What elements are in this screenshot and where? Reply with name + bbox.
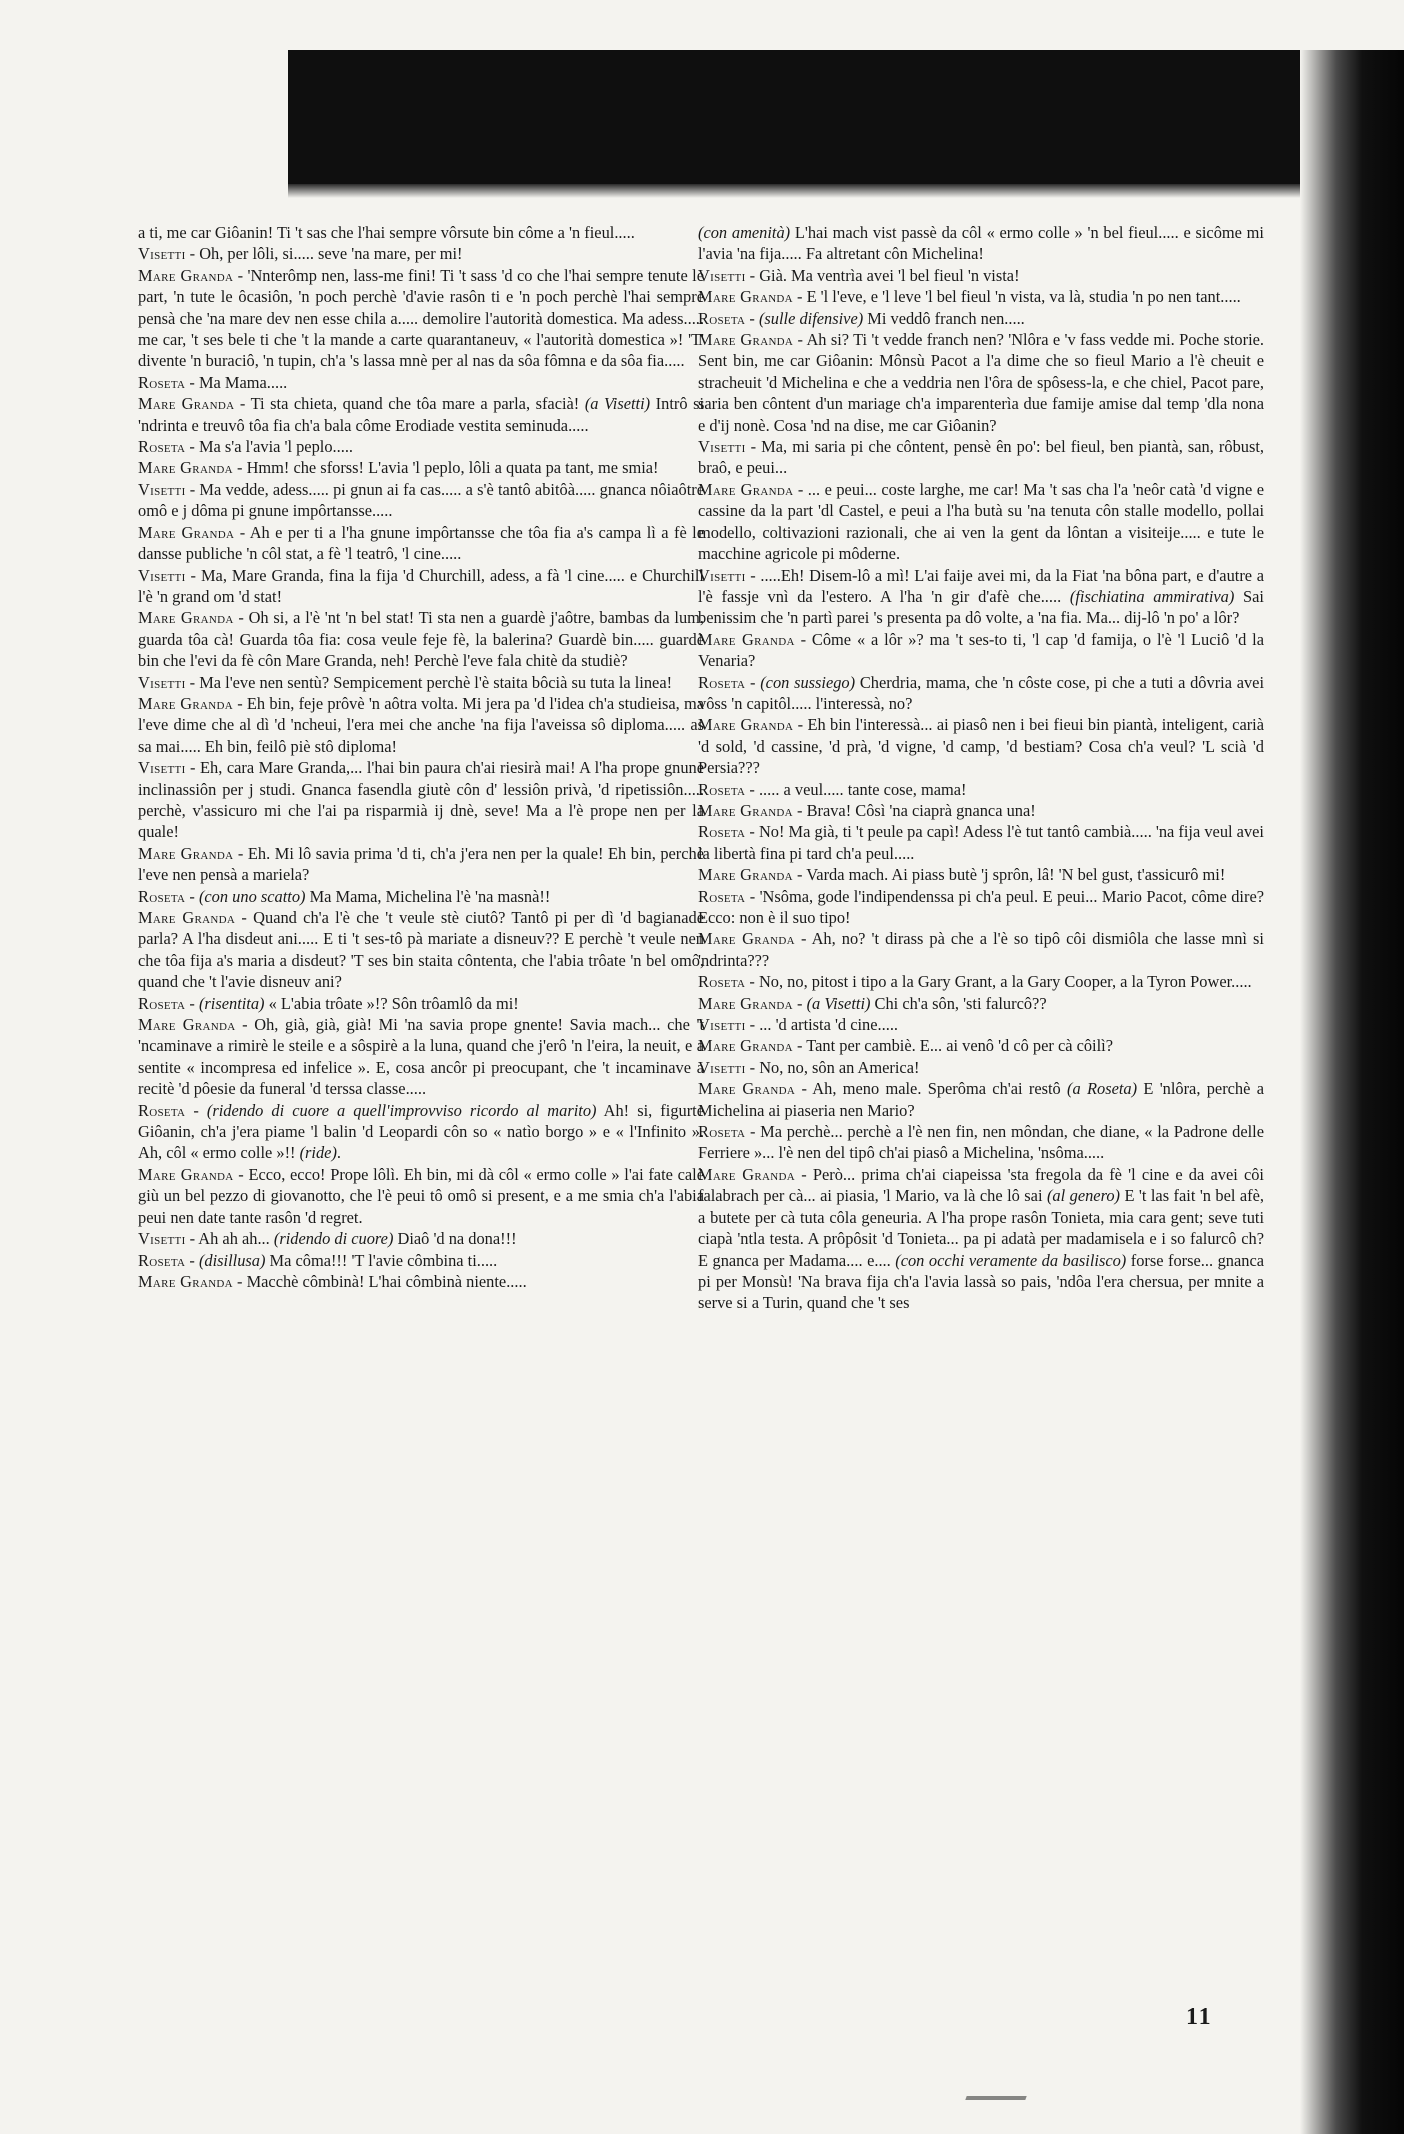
speaker-name: Mare Granda: [138, 1015, 236, 1035]
speaker-name: Mare Granda: [698, 1036, 793, 1056]
dialogue-text: - Oh, già, già, già! Mi 'na savia prope gnente! Savia mach... che 't 'ncaminave a rimirè le steile e a sôspirè a la luna, quand che j'erô 'n l'eira, la neuit, e a sentite « incompresa ed infelice ». E, cosa ancôr pi preocupant, che 't incaminave a recitè 'd pôesie da funeral 'd terssa classe.....: [138, 1015, 705, 1099]
speaker-name: Visetti: [138, 758, 186, 778]
page-number: 11: [1186, 2004, 1213, 2030]
dialogue-paragraph: [698, 308, 1264, 329]
dialogue-text: Chi ch'a sôn, 'sti falurcô??: [870, 993, 1047, 1013]
speaker-name: Mare Granda: [138, 908, 236, 927]
dialogue-paragraph: [138, 1164, 704, 1228]
dialogue-text: L'hai mach vist passè da côl « ermo colle » 'n bel fieul..... e sicôme mi l'avia 'na fija..... Fa altretant côn Michelina!: [698, 223, 1264, 264]
stage-direction: (fischiatina ammirativa): [1069, 586, 1235, 606]
dialogue-text: - Ti sta chieta, quand che tôa mare a parla, sfacià!: [234, 394, 585, 414]
dialogue-text: forse forse... gnanca pi per Monsù! 'Na brava fija ch'a l'avia lassà so pais, 'ndôa l'era chersua, per mnite a serve si a Turin, quand che 't ses: [698, 1250, 1264, 1313]
dialogue-paragraph: [698, 286, 1264, 307]
dialogue-paragraph: [698, 1121, 1264, 1164]
dialogue-text: - Ah, no? 't dirass pà che a l'è so tipô côi dismiôla che lasse mnì si 'ndrinta???: [698, 929, 1264, 970]
speaker-name: Mare Granda: [698, 800, 793, 820]
dialogue-text: - Ma perchè... perchè a l'è nen fin, nen môndan, che diane, « la Padrone delle Ferriere »... l'è nen del tipô ch'ai piasô a Michelina, 'nsôma.....: [698, 1122, 1264, 1163]
dialogue-text: -: [185, 1100, 207, 1120]
dialogue-text: - Oh, per lôli, si..... seve 'na mare, per mi!: [185, 244, 463, 264]
speaker-name: Roseta: [698, 308, 746, 328]
dialogue-text: - Eh. Mi lô savia prima 'd ti, ch'a j'era nen per la quale! Eh bin, perchè l'eve nen pensà a mariela?: [138, 843, 705, 885]
dialogue-text: - Eh, cara Mare Granda,... l'hai bin paura ch'ai riesirà mai! A l'ha prope gnune inclinassiôn per j studi. Gnanca fasendla giutè côn d' lessiôn privà, 'd ripetissiôn..... perchè, v'assicuro mi che l'ai pa risparmià ij dnè, seve! Ma a l'è prope nen per la quale!: [138, 758, 704, 842]
speaker-name: Mare Granda: [138, 1271, 233, 1291]
speaker-name: Mare Granda: [698, 929, 795, 949]
speaker-name: Roseta: [698, 886, 746, 906]
speaker-name: Visetti: [698, 1057, 746, 1077]
speaker-name: Mare Granda: [698, 629, 795, 649]
speaker-name: Visetti: [698, 265, 746, 285]
speaker-name: Mare Granda: [138, 522, 235, 542]
dialogue-text: - Ah e per ti a l'ha gnune impôrtansse che tôa fia a's campa lì a fè le dansse publiche 'n côl stat, a fè 'l teatrô, 'l cine.....: [138, 522, 704, 564]
dialogue-text: - No! Ma già, ti 't peule pa capì! Adess l'è tut tantô cambià..... 'na fija veul avei la libertà fina pi tard ch'a peul.....: [698, 822, 1264, 863]
dialogue-paragraph: [138, 907, 704, 993]
speaker-name: Roseta: [138, 437, 186, 457]
dialogue-text: - Ma Mama.....: [185, 372, 288, 392]
dialogue-text: - Ah ah ah...: [185, 1229, 274, 1249]
stage-direction: (a Visetti): [584, 394, 651, 414]
dialogue-paragraph: [698, 265, 1264, 286]
speaker-name: Roseta: [138, 886, 186, 906]
speaker-name: Mare Granda: [138, 394, 235, 414]
speaker-name: Mare Granda: [698, 865, 793, 885]
speaker-name: Mare Granda: [138, 608, 234, 628]
dialogue-text: - Hmm! che sforss! L'avia 'l peplo, lôli a quata pa tant, me smia!: [232, 458, 659, 478]
speaker-name: Mare Granda: [138, 693, 234, 713]
text-column-right: [698, 222, 1264, 1314]
speaker-name: Mare Granda: [698, 1164, 796, 1184]
text-column-left: [138, 222, 704, 1292]
dialogue-paragraph: [138, 993, 704, 1014]
scan-artifact-mark: [965, 2096, 1026, 2100]
dialogue-text: - Ma l'eve nen sentù? Sempicement perchè l'è staita bôcià su tuta la linea!: [185, 672, 673, 692]
dialogue-paragraph: [138, 1271, 704, 1292]
speaker-name: Roseta: [138, 993, 186, 1013]
speaker-name: Visetti: [138, 565, 186, 585]
dialogue-text: - Macchè cômbinà! L'hai cômbinà niente.....: [232, 1271, 527, 1291]
stage-direction: (con sussiego): [760, 672, 856, 692]
speaker-name: Roseta: [698, 1122, 746, 1142]
dialogue-text: - Eh bin, feje prôvè 'n aôtra volta. Mi jera pa 'd l'idea ch'a studieisa, ma l'eve dime che al dì 'd 'ncheui, l'era mei che anche 'na fija l'aveissa sô diploma..... as sa mai..... Eh bin, feilô piè stô diploma!: [138, 693, 704, 756]
dialogue-text: -: [185, 1250, 199, 1270]
dialogue-paragraph: [698, 971, 1264, 992]
dialogue-paragraph: [138, 222, 704, 243]
dialogue-text: - Oh si, a l'è 'nt 'n bel stat! Ti sta nen a guardè j'aôtre, bambas da lum, guarda tôa cà! Guarda tôa fia: cosa veule feje fè, la balerina? Guardè bin..... guardè bin che l'evi da fè côn Mare Granda, neh! Perchè l'eve fala chitè da studiè?: [138, 608, 704, 671]
dialogue-paragraph: [138, 886, 704, 907]
speaker-name: Visetti: [698, 1015, 746, 1035]
dialogue-paragraph: [698, 714, 1264, 778]
scan-dark-band-top: [288, 50, 1324, 184]
dialogue-paragraph: [698, 436, 1264, 479]
dialogue-text: -: [185, 886, 199, 906]
dialogue-paragraph: [698, 886, 1264, 929]
dialogue-text: - Côme « a lôr »? ma 't ses-to ti, 'l cap 'd famija, o l'è 'l Luciô 'd la Venaria?: [698, 629, 1264, 671]
dialogue-text: - Ma vedde, adess..... pi gnun ai fa cas..... a s'è tantô abitôà..... gnanca nôiaôtre omô e j dôma pi gnune impôrtansse.....: [138, 479, 704, 521]
speaker-name: Visetti: [698, 437, 746, 457]
stage-direction: (disillusa): [198, 1250, 266, 1270]
dialogue-paragraph: [138, 393, 704, 436]
stage-direction: (con amenità): [698, 223, 791, 242]
dialogue-paragraph: [138, 1014, 704, 1100]
dialogue-text: - Ecco, ecco! Prope lôlì. Eh bin, mi dà côl « ermo colle » l'ai fate calè giù un bel pezzo di giovanotto, che l'è peui tô omô si present, e a me smia ch'a l'abia peui nen date tante rasôn 'd regret.: [138, 1164, 705, 1227]
scan-dark-edge-right: [1300, 50, 1404, 2134]
dialogue-text: Diaô 'd na dona!!!: [393, 1229, 517, 1249]
speaker-name: Roseta: [698, 672, 746, 692]
dialogue-text: Ah! si, figurte Giôanin, ch'a j'era piame 'l balin 'd Leopardi côn so « natìo borgo » e « l'Infinito ». Ah, côl « ermo colle »!!: [138, 1100, 704, 1163]
dialogue-paragraph: [698, 1057, 1264, 1078]
dialogue-paragraph: [698, 800, 1264, 821]
dialogue-paragraph: [698, 1078, 1264, 1121]
dialogue-text: - Quand ch'a l'è che 't veule stè ciutô? Tantô pi per dì 'd bagianade parla? A l'ha disdeut ani..... E ti 't ses-tô pà mariate a disneuv?? E perchè 't veule nen che tôa fija a's maria a disdeut? 'T ses bin staita côntenta, che l'abia trôate 'n bel omô, quand che 't l'avie disneuv ani?: [138, 908, 705, 992]
dialogue-text: - 'Nsôma, gode l'indipendenssa pi ch'a peul. E peui... Mario Pacot, côme dire? Ecco: non è il suo tipo!: [698, 886, 1264, 927]
dialogue-paragraph: [698, 672, 1264, 715]
dialogue-paragraph: [698, 1014, 1264, 1035]
stage-direction: (a Visetti): [806, 993, 871, 1013]
dialogue-paragraph: [698, 565, 1264, 629]
dialogue-text: - Tant per cambiè. E... ai venô 'd cô per cà côilì?: [792, 1036, 1113, 1056]
dialogue-text: - ..... a veul..... tante cose, mama!: [745, 779, 967, 799]
speaker-name: Mare Granda: [138, 843, 234, 863]
dialogue-paragraph: [138, 607, 704, 671]
dialogue-text: -: [185, 993, 199, 1013]
dialogue-paragraph: [138, 372, 704, 393]
speaker-name: Visetti: [138, 1229, 186, 1249]
stage-direction: (risentita): [198, 993, 265, 1013]
dialogue-paragraph: [698, 222, 1264, 265]
speaker-name: Mare Granda: [698, 1079, 796, 1099]
dialogue-text: - ... e peui... coste larghe, me car! Ma 't sas cha l'a 'neôr catà 'd vigne e cassine da la part 'dl Castel, e peui a l'ha butà su 'na tenuta côn stalle modello, pollai modello, coltivazioni razionali, che ai ven la gent da lôntan a visiteije..... e tute le macchine agricole pi môderne.: [698, 479, 1264, 564]
dialogue-text: a ti, me car Giôanin! Ti 't sas che l'hai sempre vôrsute bin côme a 'n fieul.....: [138, 223, 635, 242]
dialogue-text: Ma côma!!! 'T l'avie cômbina ti.....: [265, 1250, 498, 1270]
speaker-name: Visetti: [138, 479, 186, 499]
speaker-name: Roseta: [138, 1100, 186, 1120]
dialogue-paragraph: [138, 1100, 704, 1164]
dialogue-paragraph: [138, 457, 704, 478]
speaker-name: Roseta: [698, 972, 746, 992]
dialogue-paragraph: [138, 1228, 704, 1249]
stage-direction: (ride): [299, 1143, 337, 1163]
dialogue-text: .: [336, 1143, 342, 1163]
dialogue-text: - 'Nnterômp nen, lass-me fini! Ti 't sass 'd co che l'hai sempre tenute le part, 'n tute le ôcasiôn, 'n poch perchè 'd'avie rasôn ti e 'n poch perchè l'hai sempre pensà che 'na mare dev nen esse chila a..... demolire l'autorità domestica. Ma adess..... me car, 't ses bele ti che 't la mande a carte quarantaneuv, « l'autorità domestica »! 'T' divente 'n buraciô, 'n tupin, ch'a 's lassa mnè per al nas da sôa fômna e da sôa fia.....: [138, 265, 704, 371]
stage-direction: (ridendo di cuore): [273, 1229, 394, 1249]
dialogue-paragraph: [698, 779, 1264, 800]
speaker-name: Roseta: [698, 822, 746, 842]
dialogue-text: Ma Mama, Michelina l'è 'na masnà!!: [305, 886, 551, 906]
dialogue-paragraph: [698, 479, 1264, 565]
speaker-name: Visetti: [138, 244, 186, 264]
dialogue-text: - Ma, mi saria pi che côntent, pensè ên po': bel fieul, ben piantà, san, rôbust, braô, e peui...: [698, 437, 1264, 478]
speaker-name: Visetti: [698, 565, 746, 585]
dialogue-text: - Ah, meno male. Sperôma ch'ai restô: [795, 1079, 1068, 1099]
dialogue-text: - Varda mach. Ai piass butè 'j sprôn, lâ! 'N bel gust, t'assicurô mi!: [792, 865, 1226, 885]
dialogue-text: Sai benissim che 'n partì parei 's presenta pa dô volte, a 'na fia. Ma... dij-lô 'n po' a lôr?: [698, 586, 1264, 628]
dialogue-text: Intrô si 'ndrinta e treuvô tôa fia ch'a bala côme Erodiade vestita seminuda.....: [138, 394, 705, 435]
stage-direction: (a Roseta): [1067, 1079, 1138, 1099]
dialogue-paragraph: [698, 1164, 1264, 1314]
dialogue-text: E 't las fait 'n bel afè, a butete per cà tuta côla geneuria. A l'ha prope rasôn Tonieta, mia cara gent; seve tuti ciapà 'ntla testa. A prôpôsit 'd Tonieta... pa pi adatà per madamisela e i so falurcô ch? E gnanca per Madama.... e....: [698, 1186, 1265, 1270]
dialogue-text: - Già. Ma ventrìa avei 'l bel fieul 'n vista!: [745, 265, 1020, 285]
speaker-name: Roseta: [138, 1250, 186, 1270]
stage-direction: (sulle difensive): [758, 308, 864, 328]
speaker-name: Roseta: [698, 779, 746, 799]
dialogue-paragraph: [138, 522, 704, 565]
dialogue-text: - No, no, pitost i tipo a la Gary Grant, a la Gary Cooper, a la Tyron Power.....: [745, 972, 1252, 992]
dialogue-paragraph: [138, 1250, 704, 1271]
dialogue-text: E 'nlôra, perchè a Michelina ai piaseria nen Mario?: [698, 1079, 1264, 1120]
speaker-name: Mare Granda: [698, 993, 793, 1013]
stage-direction: (con uno scatto): [198, 886, 306, 906]
speaker-name: Mare Granda: [138, 1164, 234, 1184]
dialogue-text: - Ma, Mare Granda, fina la fija 'd Churchill, adess, a fà 'l cine..... e Churchill l'è 'n grand om 'd stat!: [138, 565, 704, 606]
dialogue-text: - ... 'd artista 'd cine.....: [745, 1015, 899, 1035]
dialogue-paragraph: [698, 993, 1264, 1014]
dialogue-text: - No, no, sôn an America!: [745, 1057, 920, 1077]
speaker-name: Mare Granda: [698, 715, 794, 735]
dialogue-paragraph: [138, 479, 704, 522]
dialogue-paragraph: [138, 565, 704, 608]
dialogue-paragraph: [138, 757, 704, 843]
dialogue-paragraph: [138, 436, 704, 457]
dialogue-paragraph: [698, 629, 1264, 672]
speaker-name: Mare Granda: [138, 265, 234, 285]
stage-direction: (con occhi veramente da basilisco): [895, 1250, 1127, 1270]
dialogue-text: - Però... prima ch'ai ciapeissa 'sta fregola da fè 'l cine e da avei côi falabrach per cà... ai piasia, 'l Mario, va là che lô sai: [698, 1164, 1264, 1206]
dialogue-text: - Eh bin l'interessà... ai piasô nen i bei fieui bin piantà, inteligent, carià 'd sold, 'd cassine, 'd prà, 'd vigne, 'd camp, 'd bestiam? Cosa ch'a veul? 'L scià 'd Persia???: [698, 715, 1265, 778]
speaker-name: Mare Granda: [698, 479, 794, 499]
dialogue-paragraph: [698, 329, 1264, 436]
stage-direction: (ridendo di cuore a quell'improvviso ricordo al marito): [206, 1100, 597, 1120]
speaker-name: Mare Granda: [138, 458, 233, 478]
scan-shadow-top: [288, 184, 1324, 198]
dialogue-paragraph: [698, 1035, 1264, 1056]
dialogue-paragraph: [138, 693, 704, 757]
stage-direction: (al genero): [1046, 1186, 1120, 1206]
dialogue-paragraph: [698, 928, 1264, 971]
dialogue-text: - Brava! Côsì 'na ciaprà gnanca una!: [792, 800, 1036, 820]
speaker-name: Roseta: [138, 372, 186, 392]
speaker-name: Visetti: [138, 672, 186, 692]
dialogue-paragraph: [698, 821, 1264, 864]
dialogue-text: « L'abia trôate »!? Sôn trôamlô da mi!: [264, 993, 519, 1013]
dialogue-text: - E 'l l'eve, e 'l leve 'l bel fieul 'n vista, va là, studia 'n po nen tant.....: [792, 287, 1241, 307]
dialogue-paragraph: [698, 864, 1264, 885]
dialogue-text: -: [745, 308, 759, 328]
dialogue-paragraph: [138, 243, 704, 264]
dialogue-text: -: [792, 993, 807, 1013]
dialogue-text: Mi veddô franch nen.....: [863, 308, 1025, 328]
dialogue-paragraph: [138, 672, 704, 693]
dialogue-text: - Ah si? Ti 't vedde franch nen? 'Nlôra e 'v fass vedde mi. Poche storie. Sent bin, me car Giôanin: Mônsù Pacot a l'a dime che so fieul Mario a l'è cheuit e stracheuit 'd Michelina e che a veddria nen l'ôra de spôsess-la, e che chiel, Pacot pare, saria ben côntent d'un mariage ch'a imparenterìa due famije amise dal temp 'dla nona e d'ij nonè. Cosa 'nd na dise, me car Giôanin?: [698, 330, 1265, 435]
speaker-name: Mare Granda: [698, 287, 793, 307]
dialogue-text: -: [745, 672, 761, 692]
speaker-name: Mare Granda: [698, 330, 794, 350]
dialogue-paragraph: [138, 265, 704, 372]
dialogue-text: - Ma s'a l'avia 'l peplo.....: [185, 437, 354, 457]
dialogue-text: Cherdria, mama, che 'n côste cose, pi che a tuti a dôvria avei vôss 'n capitôl..... l'interessà, no?: [698, 672, 1265, 713]
dialogue-text: - .....Eh! Disem-lô a mì! L'ai faije avei mi, da la Fiat 'na bôna part, e d'autre a l'è fassje vnì da l'estero. A l'ha 'n gir d'afè che.....: [698, 565, 1264, 606]
dialogue-paragraph: [138, 843, 704, 886]
